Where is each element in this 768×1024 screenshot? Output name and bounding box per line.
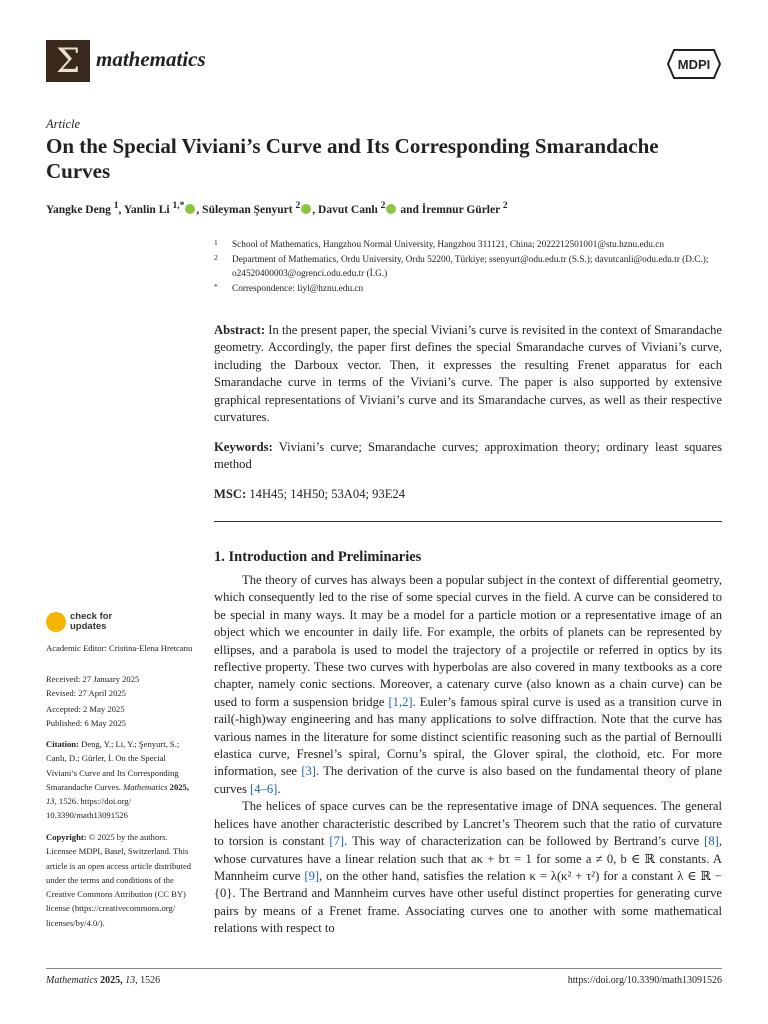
keywords-text: Viviani’s curve; Smarandache curves; approximation theory; ordinary least squares method bbox=[214, 440, 722, 472]
journal-name: mathematics bbox=[96, 47, 206, 71]
publisher-logo bbox=[666, 46, 722, 82]
abstract-label: Abstract: bbox=[214, 323, 266, 337]
footer-doi[interactable]: https://doi.org/10.3390/math13091526 bbox=[567, 975, 722, 986]
received-date: Received: 27 January 2025 bbox=[46, 674, 140, 684]
citation-block: Citation: Deng, Y.; Li, Y.; Şenyurt, S.; Canlı, D.; Gürler, İ. On the Special Viviani’s Curve and Its Corresponding Smarandache Curves. Mathematics 2025, 13, 1526. https://doi.org/ 10.3390/math13091526 bbox=[46, 739, 189, 821]
divider bbox=[214, 521, 722, 522]
article-title: On the Special Viviani’s Curve and Its Corresponding Smarandache Curves bbox=[46, 134, 659, 183]
author-and: and bbox=[400, 203, 419, 216]
author-list: Yangke Deng $^1$, Yanlin Li $^{1,*}$ , Süleyman Şenyurt $^2$ , Davut Canlı $^2$ and İremnur Gürler $^2$ bbox=[46, 200, 508, 216]
author-name: Yangke Deng bbox=[46, 203, 111, 216]
affiliations bbox=[214, 238, 734, 296]
author-sup: 2 bbox=[502, 200, 508, 211]
copyright-block: Copyright: © 2025 by the authors. Licensee MDPI, Basel, Switzerland. This article is an open access article distributed under the terms and conditions of the Creative Commons Attribution (CC BY) license (https://creativecommons.org/ licenses/by/4.0/). bbox=[46, 832, 192, 928]
footer-divider bbox=[46, 968, 722, 969]
citation-link[interactable]: [9] bbox=[304, 868, 320, 883]
keywords-label: Keywords: bbox=[214, 440, 273, 454]
msc-codes bbox=[214, 486, 722, 503]
affiliation-item: 2 Department of Mathematics, Ordu University, Ordu 52200, Türkiye; ssenyurt@odu.edu.tr (S.S.); davutcanli@odu.edu.tr (D.C.); o24520400003@ogrenci.odu.edu.tr (İ.G.) bbox=[214, 252, 709, 280]
author-sup: 2 bbox=[295, 200, 301, 211]
published-date: Published: 6 May 2025 bbox=[46, 718, 126, 728]
journal-logo: Σ bbox=[46, 40, 90, 82]
author-name: İremnur Gürler bbox=[421, 203, 500, 216]
keywords bbox=[214, 439, 722, 474]
footer-citation: Mathematics 2025, 13, 1526 bbox=[46, 975, 161, 986]
author-name: Yanlin Li bbox=[123, 203, 170, 216]
citation-link[interactable]: [3] bbox=[301, 764, 316, 779]
citation-link[interactable]: [1,2] bbox=[388, 694, 413, 709]
affiliation-item: 1 School of Mathematics, Hangzhou Normal University, Hangzhou 311121, China; 2022212501001@stu.hznu.edu.cn bbox=[214, 238, 665, 250]
orcid-icon[interactable] bbox=[301, 204, 311, 214]
orcid-icon[interactable] bbox=[386, 204, 396, 214]
paragraph: The helices of space curves can be the representative image of DNA sequences. The general helices have another characteristic described by Lancret’s Theorem such that the ratio of curvature to torsion is constant [7]. This way of characterization can be followed by Bertrand’s curve [8], whose curvatures have a linear relation such that aκ + bτ = 1 for some a ≠ 0, b ∈ ℝ constants. A Mannheim curve [9], on the other hand, satisfies the relation κ = λ(κ² + τ²) for a constant λ ∈ ℝ − {0}. The Bertrand and Mannheim curves have other useful distinct properties for generating curve pairs by means of a Frenet frame. Associating curves one to another with some mathematical relations with respect to bbox=[214, 799, 723, 936]
academic-editor: Academic Editor: Cristina-Elena Hretcanu bbox=[46, 643, 193, 653]
revised-date: Revised: 27 April 2025 bbox=[46, 688, 126, 698]
citation-link[interactable]: [8] bbox=[704, 834, 719, 849]
citation-link[interactable]: [7] bbox=[329, 834, 345, 849]
abstract bbox=[214, 322, 722, 426]
msc-text: 14H45; 14H50; 53A04; 93E24 bbox=[249, 487, 406, 501]
check-label: check for updates bbox=[70, 611, 113, 632]
msc-label: MSC: bbox=[214, 487, 247, 501]
introduction-body bbox=[214, 572, 722, 938]
section-title: 1. Introduction and Preliminaries bbox=[214, 549, 422, 565]
publisher-name: MDPI bbox=[677, 57, 711, 72]
author-name: Süleyman Şenyurt bbox=[202, 203, 293, 216]
orcid-icon[interactable] bbox=[185, 204, 195, 214]
author-sup: 2 bbox=[380, 200, 386, 211]
author-sup: 1,* bbox=[172, 200, 185, 211]
abstract-text: In the present paper, the special Viviani’s curve is revisited in the context of Smarandache geometry. Accordingly, the paper first defines the special Smarandache curves of Viviani’s curve, including the Darboux vector. Then, it expresses the resulting Frenet apparatus for each Smarandache curve in terms of the Viviani’s curve. The paper is also supported by extensive graphical representations of Viviani’s curve and its Smarandache curves, as well as their respective curvatures. bbox=[214, 323, 722, 425]
author-name: Davut Canlı bbox=[318, 203, 378, 216]
accepted-date: Accepted: 2 May 2025 bbox=[46, 704, 125, 714]
citation-link[interactable]: [4–6] bbox=[250, 781, 278, 796]
author-sup: 1 bbox=[113, 200, 119, 211]
check-icon bbox=[46, 612, 66, 632]
article-type: Article bbox=[46, 117, 81, 131]
affiliation-item: * Correspondence: liyl@hznu.edu.cn bbox=[214, 281, 364, 294]
paragraph: The theory of curves has always been a popular subject in the context of differential geometry, which consequently led to the rise of some special curves in the field. A curve can be considered to be special in many ways. It may be a model for a particle motion or a representative image of an object which we encounter in daily life. For example, the orbits of planets can be represented by ellipses, and a parabola is used to model the trajectory of a projectile or referred in optics by its reflective property. These two curves with hyperbolas are also covered in many textbooks as a core chapter, namely conic sections. Moreover, a catenary curve (also known as a chain curve) can be used to form a suspension bridge [1,2]. Euler’s famous spiral curve is used as a transition curve in rail(-high)way engineering and has many applications to solve diffraction. Note that the curve has various names in the literature for some distinct scientific reasoning such as the partial of Bernoulli elastica curve, Fresnel’s spiral, Cornu’s spiral, the Glover spiral, the clothoid, etc. For more information, see [3]. The derivation of the curve is also based on the fundamental theory of plane curves [4–6]. bbox=[214, 573, 722, 796]
